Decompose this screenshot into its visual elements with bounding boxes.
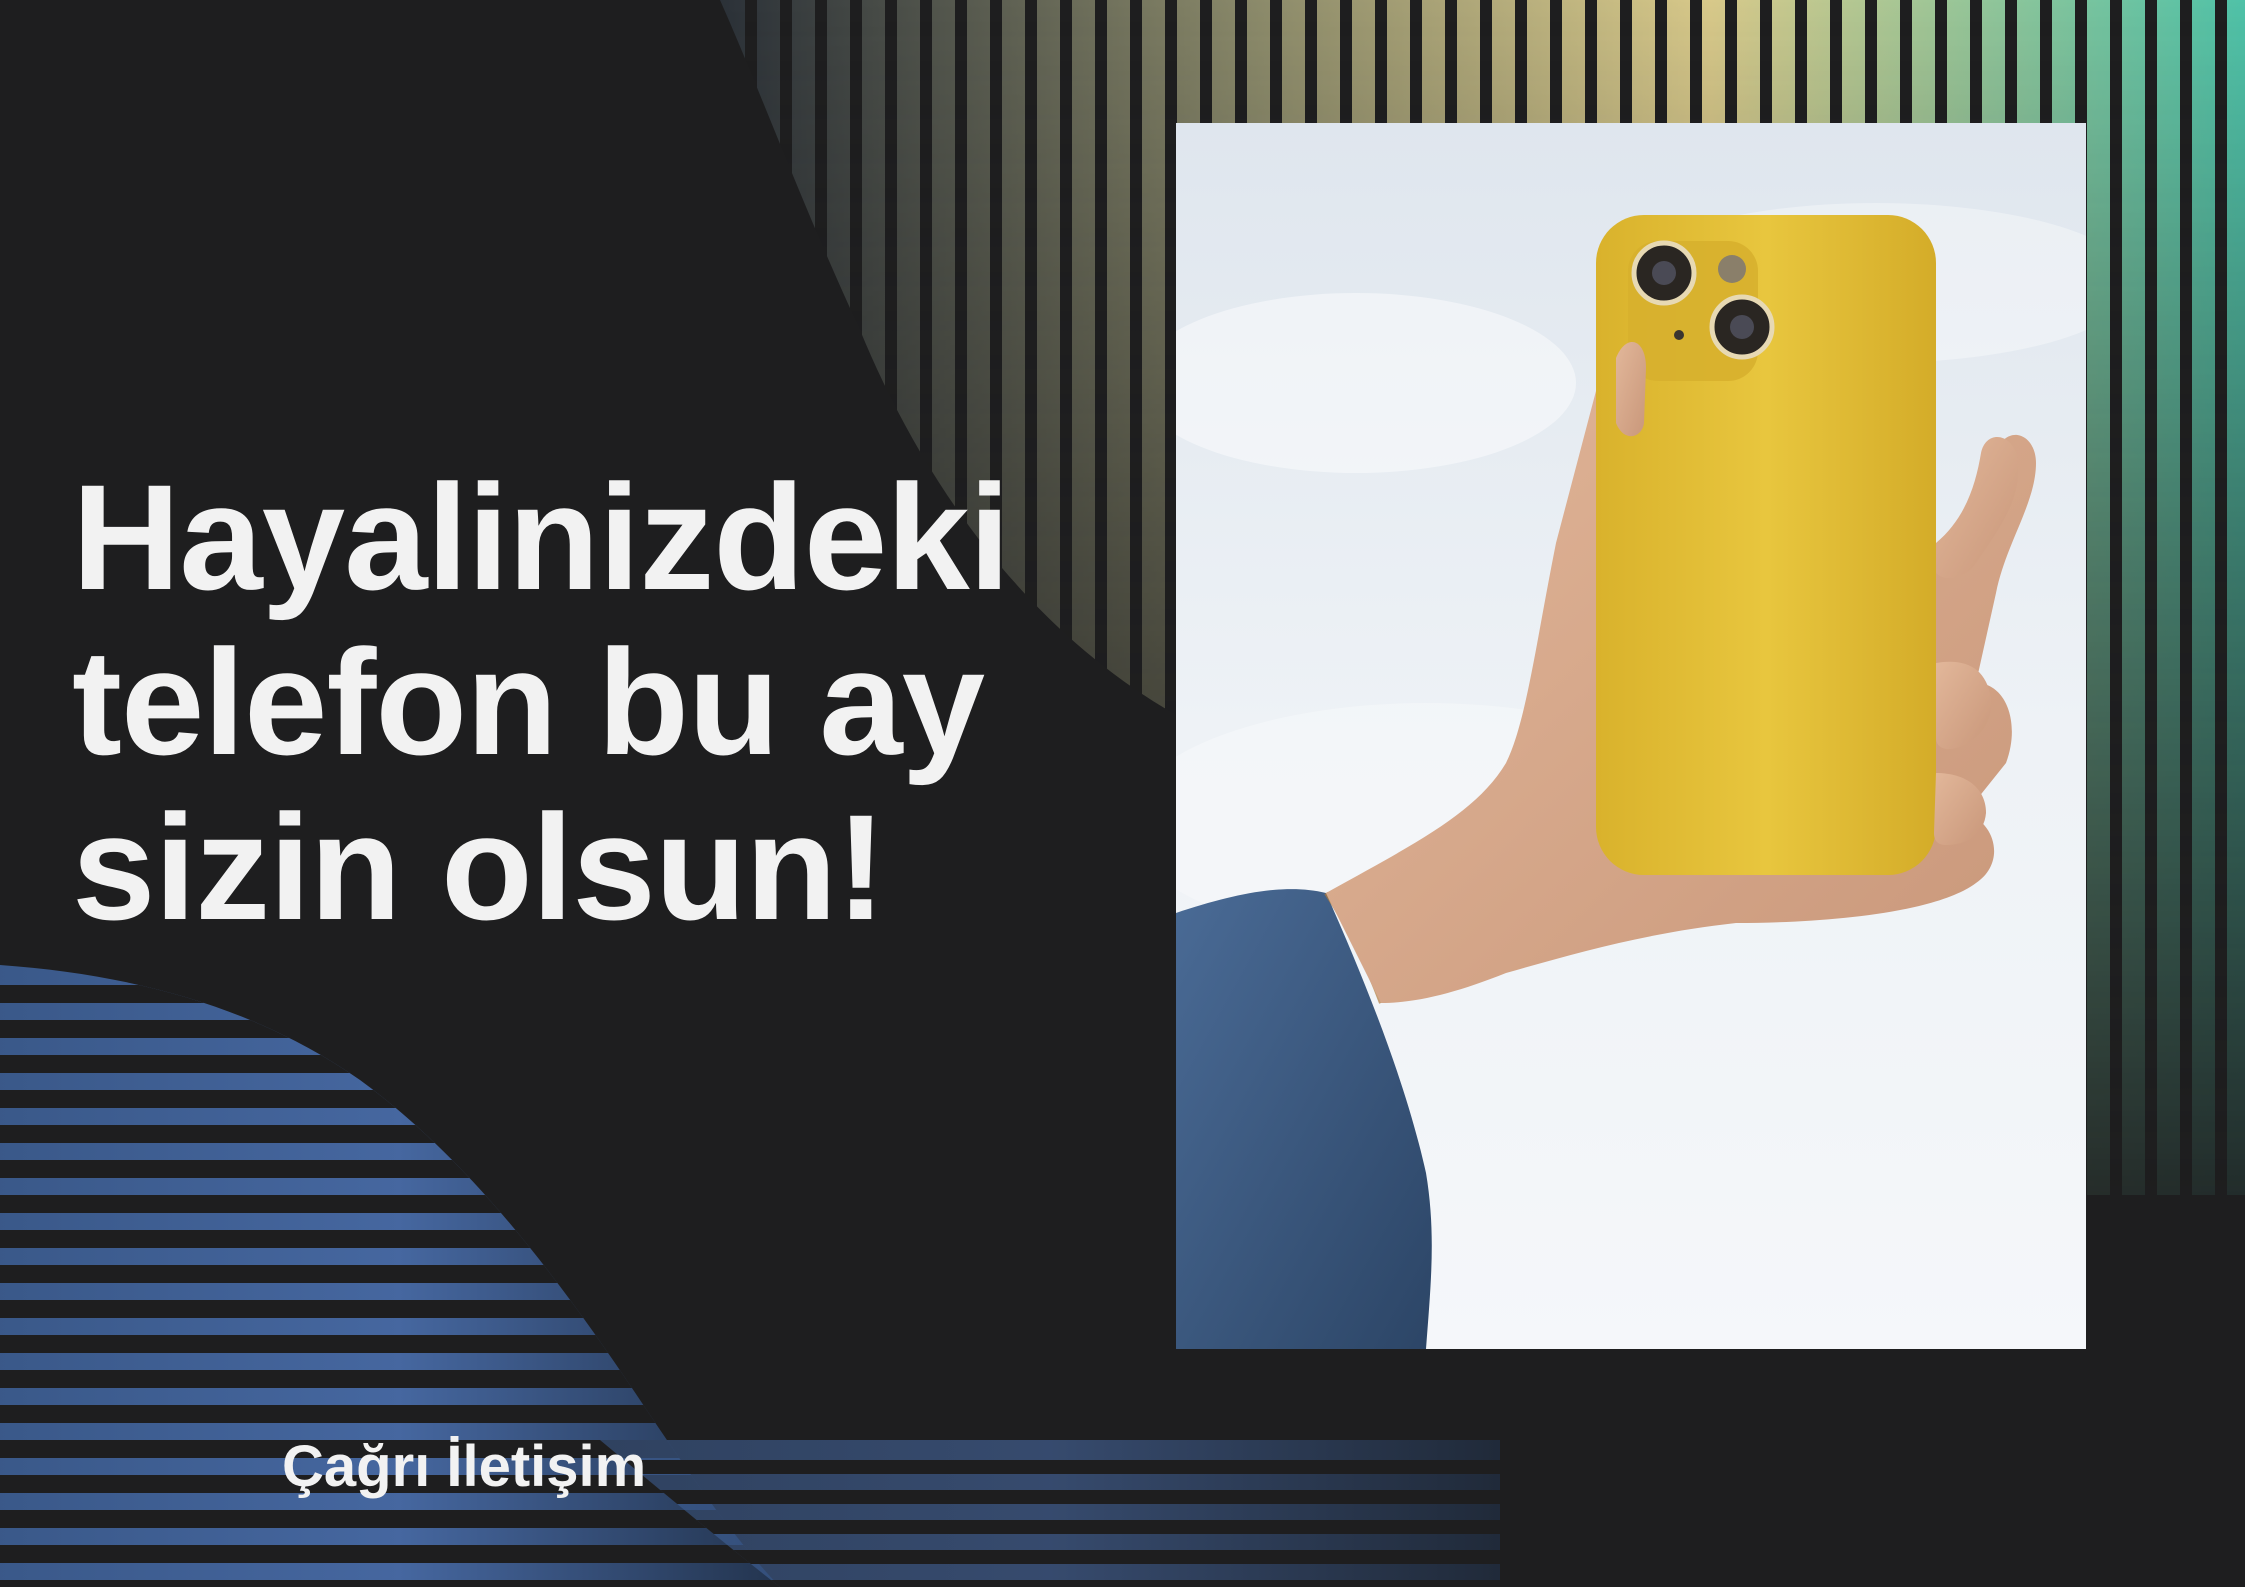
headline-line-1: Hayalinizdeki: [72, 453, 1010, 621]
headline: [72, 455, 1132, 950]
hand-holding-phone-photo: [1176, 123, 2086, 1349]
headline-line-2: telefon bu ay: [72, 618, 985, 786]
phone-photo-illustration: [1176, 123, 2086, 1349]
brand-name: Çağrı İletişim: [282, 1434, 647, 1499]
camera-flash: [1718, 255, 1746, 283]
headline-line-3: sizin olsun!: [72, 783, 885, 951]
